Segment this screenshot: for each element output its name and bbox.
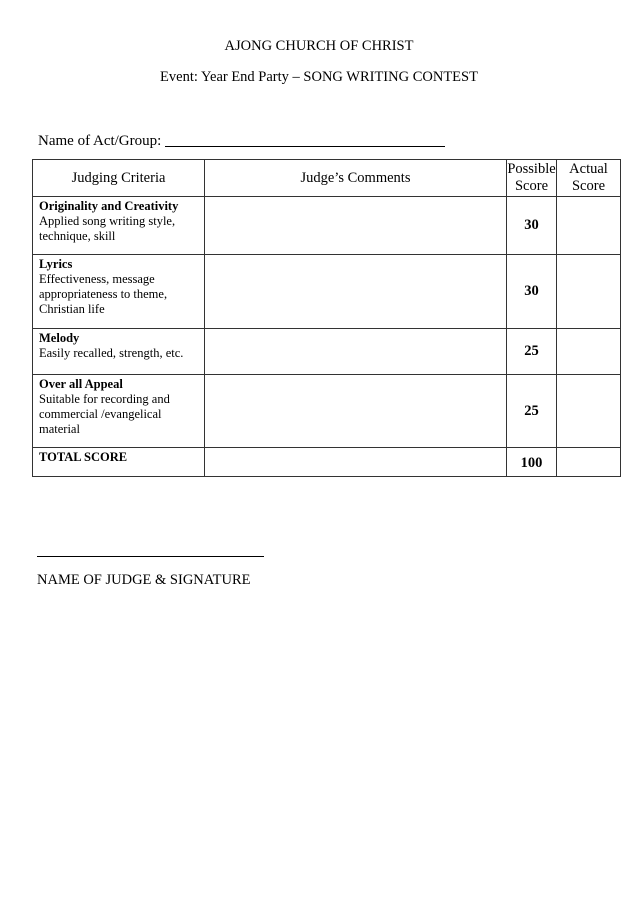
actual-score-cell[interactable] (557, 255, 621, 329)
criteria-cell (33, 197, 205, 255)
criteria-cell (33, 375, 205, 448)
criteria-description: Applied song writing style, technique, skill (39, 214, 176, 243)
criteria-title: Originality and Creativity (39, 199, 179, 213)
criteria-description: Easily recalled, strength, etc. (39, 346, 184, 360)
possible-score-cell: 30 (507, 255, 557, 329)
header-possible-score: Possible Score (507, 160, 557, 197)
comments-cell[interactable] (205, 255, 507, 329)
criteria-title: Lyrics (39, 257, 73, 271)
comments-cell[interactable] (205, 329, 507, 375)
table-row (33, 197, 621, 255)
header-actual-score: Actual Score (557, 160, 621, 197)
table-header-row (33, 160, 621, 197)
criteria-description: Suitable for recording and commercial /evangelical material (39, 392, 170, 436)
table-row (33, 375, 621, 448)
total-label-cell (33, 448, 205, 477)
name-of-act-row (38, 131, 445, 150)
actual-score-cell[interactable] (557, 329, 621, 375)
header-judges-comments: Judge’s Comments (205, 160, 507, 197)
signature-line[interactable] (37, 556, 264, 557)
criteria-title: Over all Appeal (39, 377, 123, 391)
criteria-cell (33, 255, 205, 329)
criteria-description: Effectiveness, message appropriateness to theme, Christian life (39, 272, 168, 316)
total-row (33, 448, 621, 477)
total-comments-cell[interactable] (205, 448, 507, 477)
possible-score-cell: 30 (507, 197, 557, 255)
organization-title: AJONG CHURCH OF CHRIST (224, 38, 414, 54)
criteria-cell (33, 329, 205, 375)
criteria-title: Melody (39, 331, 80, 345)
actual-score-cell[interactable] (557, 197, 621, 255)
table-row (33, 329, 621, 375)
total-score-label: TOTAL SCORE (39, 450, 128, 464)
comments-cell[interactable] (205, 197, 507, 255)
table-row (33, 255, 621, 329)
header-judging-criteria: Judging Criteria (33, 160, 205, 197)
name-of-act-label: Name of Act/Group: (38, 133, 162, 149)
name-of-act-blank[interactable] (165, 131, 445, 147)
possible-score-cell: 25 (507, 329, 557, 375)
total-actual-score[interactable] (557, 448, 621, 477)
total-possible-score: 100 (507, 448, 557, 477)
signature-label: NAME OF JUDGE & SIGNATURE (37, 572, 251, 588)
comments-cell[interactable] (205, 375, 507, 448)
possible-score-cell: 25 (507, 375, 557, 448)
scoring-table (32, 159, 621, 477)
actual-score-cell[interactable] (557, 375, 621, 448)
event-title: Event: Year End Party – SONG WRITING CONTEST (160, 69, 478, 85)
